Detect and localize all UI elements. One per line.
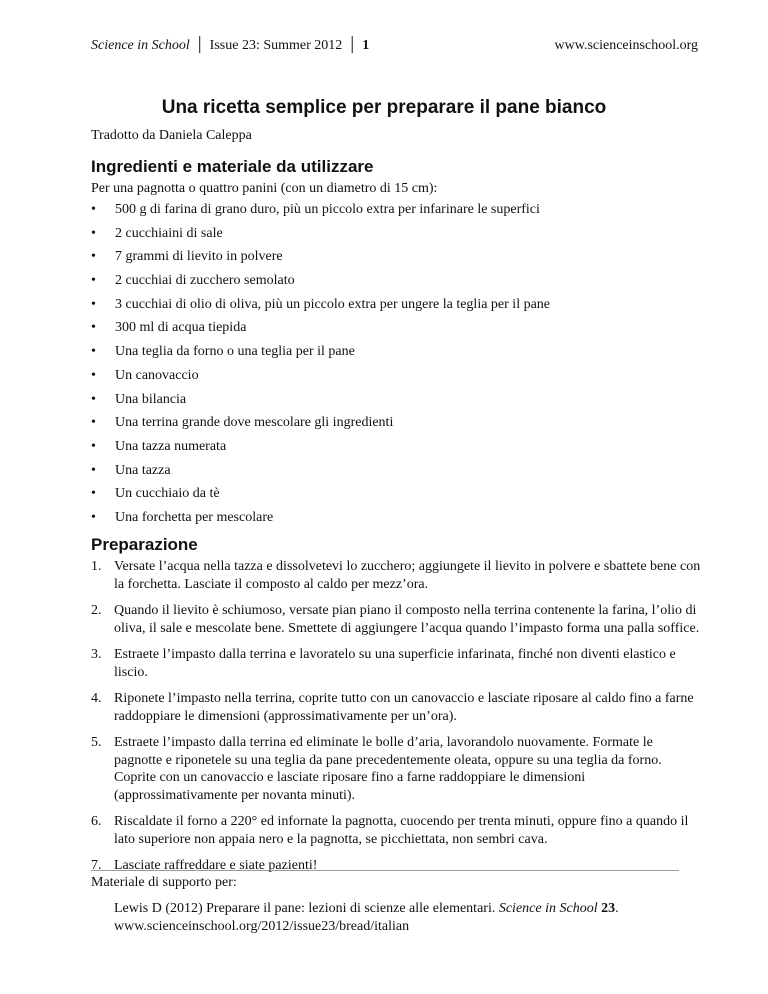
list-item: [91, 295, 711, 319]
step-number: 7.: [91, 858, 102, 873]
ingredient-text: 3 cucchiai di olio di oliva, più un piccolo extra per ungere la teglia per il pane: [115, 296, 551, 312]
bullet-icon: •: [91, 367, 96, 383]
ingredients-heading: Ingredienti e materiale da utilizzare: [91, 157, 374, 176]
list-item: [91, 413, 711, 437]
header-page-number: 1: [362, 38, 370, 53]
list-item: [91, 224, 711, 248]
ingredient-text: Una terrina grande dove mescolare gli ingredienti: [115, 415, 394, 431]
ingredient-text: Un cucchiaio da tè: [115, 486, 220, 502]
bullet-icon: •: [91, 462, 96, 478]
header-journal: Science in School: [91, 38, 190, 53]
step-text: Versate l’acqua nella tazza e dissolvetevi lo zucchero; aggiungete il lievito in polvere e sbattete bene con la forchetta. Lasciate il composto al caldo per mezz’ora.: [114, 559, 701, 592]
step-number: 1.: [91, 559, 102, 574]
bullet-icon: •: [91, 415, 96, 431]
list-item: [91, 366, 711, 390]
step-number: 2.: [91, 603, 102, 618]
ingredient-text: 300 ml di acqua tiepida: [115, 320, 247, 336]
header-website: www.scienceinschool.org: [554, 38, 698, 53]
ingredients-intro: Per una pagnotta o quattro panini (con un diametro di 15 cm):: [91, 181, 438, 196]
list-item: [91, 602, 701, 637]
ingredient-text: Una tazza: [115, 462, 171, 478]
bullet-icon: •: [91, 296, 96, 312]
list-item: [91, 247, 711, 271]
bullet-icon: •: [91, 249, 96, 265]
citation-end: .: [615, 901, 619, 916]
ingredient-text: 7 grammi di lievito in polvere: [115, 249, 283, 265]
list-item: [91, 813, 701, 848]
citation-volume: 23: [601, 901, 616, 916]
ingredient-text: Una tazza numerata: [115, 438, 227, 454]
header-separator: │: [347, 38, 358, 53]
bullet-icon: •: [91, 509, 96, 525]
bullet-icon: •: [91, 438, 96, 454]
bullet-icon: •: [91, 273, 96, 289]
translator-credit: Tradotto da Daniela Caleppa: [91, 128, 252, 143]
citation: [114, 900, 694, 935]
ingredient-text: 2 cucchiai di zucchero semolato: [115, 273, 295, 289]
bullet-icon: •: [91, 486, 96, 502]
step-text: Riscaldate il forno a 220° ed infornate la pagnotta, cuocendo per trenta minuti, oppure fino a quando il lato superiore non appaia nero e la pagnotta, se picchiettata, non sembri cava.: [114, 814, 689, 847]
step-number: 5.: [91, 735, 102, 750]
list-item: [91, 508, 711, 532]
step-text: Estraete l’impasto dalla terrina ed eliminate le bolle d’aria, lavorandolo nuovamente. Formate le pagnotte e riponetele su una teglia da pane precedentemente oleata, oppure su una teglia da forno. Coprite con un canovaccio e lasciate riposare fino a farne raddoppiare le dimensioni (approssimativamente per novanta minuti).: [114, 735, 662, 803]
list-item: [91, 690, 701, 725]
step-text: Estraete l’impasto dalla terrina e lavoratelo su una superficie infarinata, finché non diventi elastico e liscio.: [114, 647, 676, 680]
list-item: [91, 437, 711, 461]
support-label: Materiale di supporto per:: [91, 875, 237, 890]
list-item: [91, 318, 711, 342]
ingredient-text: Una bilancia: [115, 391, 187, 407]
ingredient-text: Una teglia da forno o una teglia per il pane: [115, 344, 355, 360]
bullet-icon: •: [91, 344, 96, 360]
list-item: [91, 390, 711, 414]
ingredients-list: [91, 200, 711, 532]
ingredient-text: 2 cucchiaini di sale: [115, 225, 223, 241]
bullet-icon: •: [91, 202, 96, 217]
header-separator: │: [194, 38, 205, 53]
step-text: Lasciate raffreddare e siate pazienti!: [114, 858, 318, 873]
preparation-steps: [91, 558, 701, 884]
list-item: [91, 200, 711, 224]
list-item: [91, 484, 711, 508]
document-title: Una ricetta semplice per preparare il pane bianco: [161, 97, 607, 118]
step-text: Riponete l’impasto nella terrina, coprite tutto con un canovaccio e lasciate riposare al caldo fino a farne raddoppiare le dimensioni (approssimativamente per un’ora).: [114, 691, 694, 724]
header-left: [91, 38, 369, 54]
ingredient-text: 500 g di farina di grano duro, più un piccolo extra per infarinare le superfici: [115, 202, 540, 217]
list-item: [91, 558, 701, 593]
list-item: [91, 271, 711, 295]
step-text: Quando il lievito è schiumoso, versate pian piano il composto nella terrina contenente la farina, l’olio di oliva, il sale e mescolate bene. Smettete di aggiungere l’acqua quando l’impasto forma una palla soffice.: [114, 603, 700, 636]
ingredient-text: Un canovaccio: [115, 367, 199, 383]
step-number: 6.: [91, 814, 102, 829]
bullet-icon: •: [91, 320, 96, 336]
bullet-icon: •: [91, 225, 96, 241]
citation-url[interactable]: www.scienceinschool.org/2012/issue23/bread/italian: [114, 918, 410, 934]
preparation-heading: Preparazione: [91, 535, 198, 554]
list-item: [91, 342, 711, 366]
step-number: 4.: [91, 691, 102, 706]
list-item: [91, 461, 711, 485]
citation-text: Lewis D (2012) Preparare il pane: lezioni di scienze alle elementari.: [114, 901, 499, 916]
footer-divider: [91, 870, 679, 871]
list-item: [91, 857, 701, 875]
step-number: 3.: [91, 647, 102, 662]
citation-journal: Science in School: [498, 901, 598, 916]
list-item: [91, 734, 701, 804]
bullet-icon: •: [91, 391, 96, 407]
page-header: [91, 38, 698, 54]
ingredient-text: Una forchetta per mescolare: [115, 509, 274, 525]
header-issue: Issue 23: Summer 2012: [209, 38, 343, 53]
list-item: [91, 646, 701, 681]
